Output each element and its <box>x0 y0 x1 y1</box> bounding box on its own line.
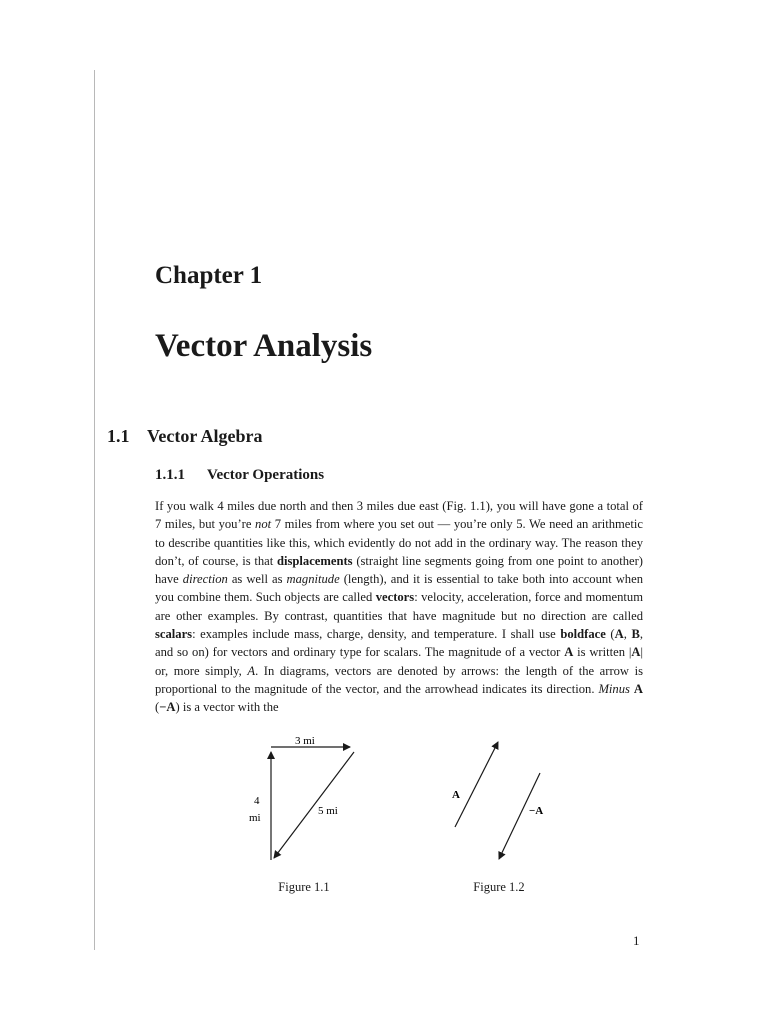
label-3mi: 3 mi <box>295 735 315 747</box>
vector-negation-diagram <box>440 735 560 865</box>
body-paragraph: If you walk 4 miles due north and then 3 miles due east (Fig. 1.1), you will have gone a total of 7 miles, but you’re not 7 miles from where you set out — you’re only 5. We need an arithmetic to describe quantities like this, which evidently do not add in the ordinary way. The reason they don’t, of course, is that displacements (straight line segments going from one point to another) have direction as well as magnitude (length), and it is essential to take both into account when you combine them. Such objects are called vectors: velocity, acceleration, force and momentum are other examples. By contrast, quantities that have magnitude but no direction are called scalars: examples include mass, charge, density, and temperature. I shall use boldface (A, B, and so on) for vectors and ordinary type for scalars. The magnitude of a vector A is written |A| or, more simply, A. In diagrams, vectors are denoted by arrows: the length of the arrow is proportional to the magnitude of the vector, and the arrowhead indicates its direction. Minus A (−A) is a vector with the <box>155 499 644 715</box>
section-title: Vector Algebra <box>147 426 263 446</box>
figure-1-1-caption: Figure 1.1 <box>278 880 330 894</box>
margin-rule <box>94 70 95 950</box>
section-heading <box>107 426 262 447</box>
label-mi: mi <box>249 812 261 824</box>
chapter-label: Chapter 1 <box>155 262 263 289</box>
figure-1-2 <box>440 735 560 865</box>
label-a: A <box>452 789 460 801</box>
vector-a-arrow <box>455 742 498 827</box>
page-number: 1 <box>633 933 640 948</box>
subsection-title: Vector Operations <box>207 467 325 483</box>
vector-triangle-diagram <box>240 730 380 870</box>
subsection-heading <box>155 467 324 484</box>
label-neg-a: −A <box>529 805 544 817</box>
section-number: 1.1 <box>107 426 130 446</box>
figure-1-1 <box>240 730 380 870</box>
label-5mi: 5 mi <box>318 805 338 817</box>
figure-1-2-caption: Figure 1.2 <box>473 880 525 894</box>
subsection-number: 1.1.1 <box>155 467 185 483</box>
label-4: 4 <box>254 795 260 807</box>
chapter-title: Vector Analysis <box>155 328 373 364</box>
resultant-arrow <box>274 752 354 858</box>
